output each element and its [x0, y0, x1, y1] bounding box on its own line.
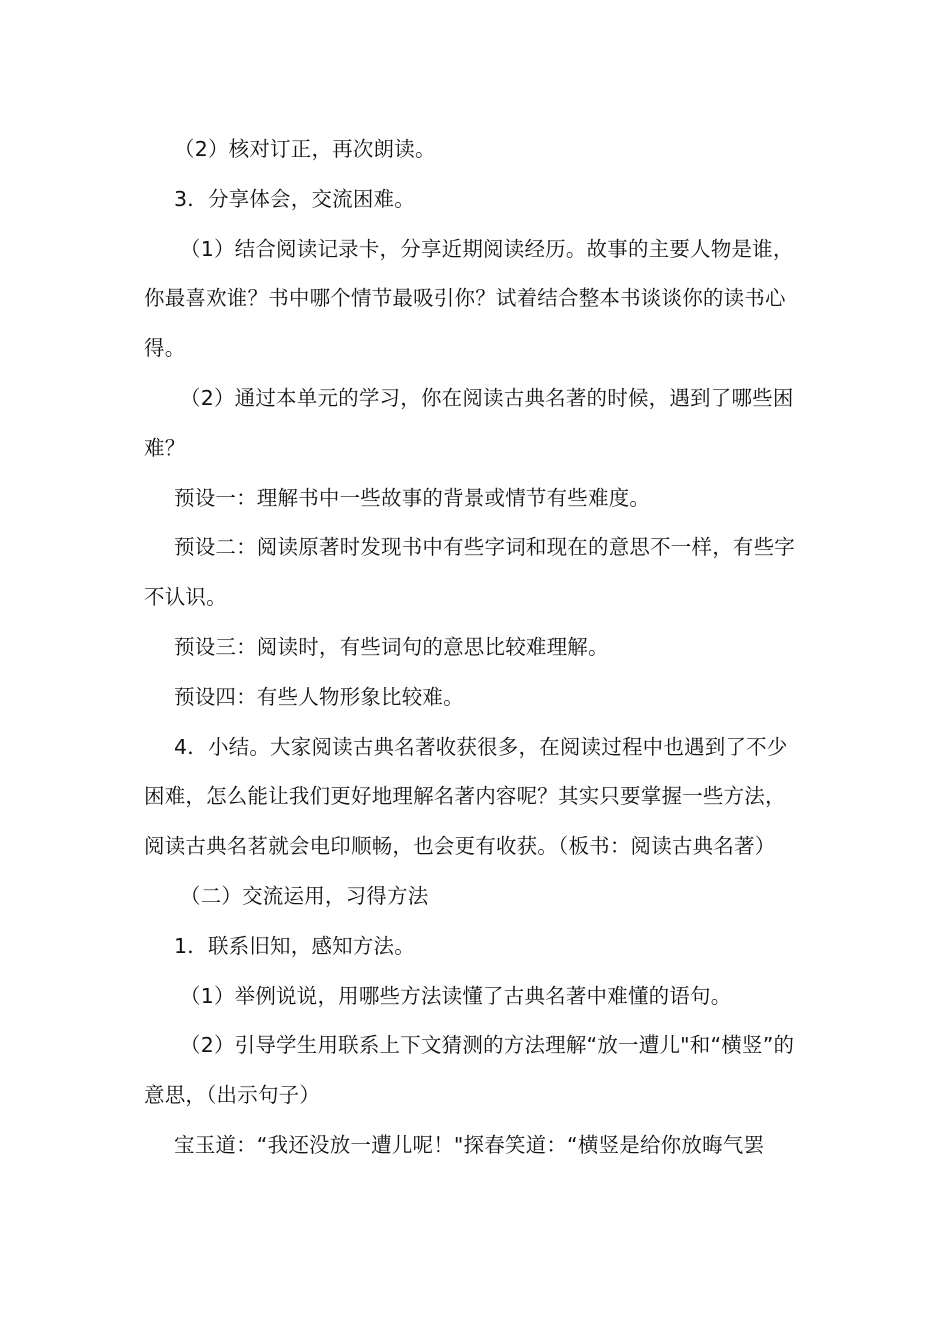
- paragraph-preset-two: 预设二：阅读原著时发现书中有些字词和现在的意思不一样，有些字不认识。: [144, 535, 795, 610]
- paragraph-difficulties-question: （2）通过本单元的学习，你在阅读古典名著的时候，遇到了哪些困难？: [144, 385, 794, 460]
- document-body: [144, 125, 806, 1171]
- paragraph-give-examples: （1）举例说说，用哪些方法读懂了古典名著中难懂的语句。: [180, 983, 732, 1008]
- paragraph-quoted-sentence: 宝玉道：“我还没放一遭儿呢！"探春笑道：“横竖是给你放晦气罢: [174, 1132, 765, 1157]
- paragraph-summary: 4．小结。大家阅读古典名著收获很多，在阅读过程中也遇到了不少困难，怎么能让我们更好地理解名著内容呢？其实只要掌握一些方法，阅读古典名茗就会电印顺畅，也会更有收获。（板书：阅读古典名著）: [144, 734, 788, 859]
- paragraph-guide-students: （2）引导学生用联系上下文猜测的方法理解“放一遭儿"和“横竖”的意思，（出示句子）: [144, 1033, 795, 1108]
- paragraph-connect-knowledge: 1．联系旧知，感知方法。: [174, 933, 415, 958]
- paragraph-reading-card: （1）结合阅读记录卡，分享近期阅读经历。故事的主要人物是谁，你最喜欢谁？书中哪个情节最吸引你？试着结合整本书谈谈你的读书心得。: [144, 236, 794, 361]
- paragraph-preset-one: 预设一：理解书中一些故事的背景或情节有些难度。: [174, 485, 651, 510]
- section-heading-methods: （二）交流运用，习得方法: [180, 883, 429, 908]
- paragraph-preset-three: 预设三：阅读时，有些词句的意思比较难理解。: [174, 634, 609, 659]
- paragraph-preset-four: 预设四：有些人物形象比较难。: [174, 684, 464, 709]
- paragraph-check-correct: （2）核对订正，再次朗读。: [174, 137, 436, 161]
- paragraph-share-experience: 3．分享体会，交流困难。: [174, 186, 415, 211]
